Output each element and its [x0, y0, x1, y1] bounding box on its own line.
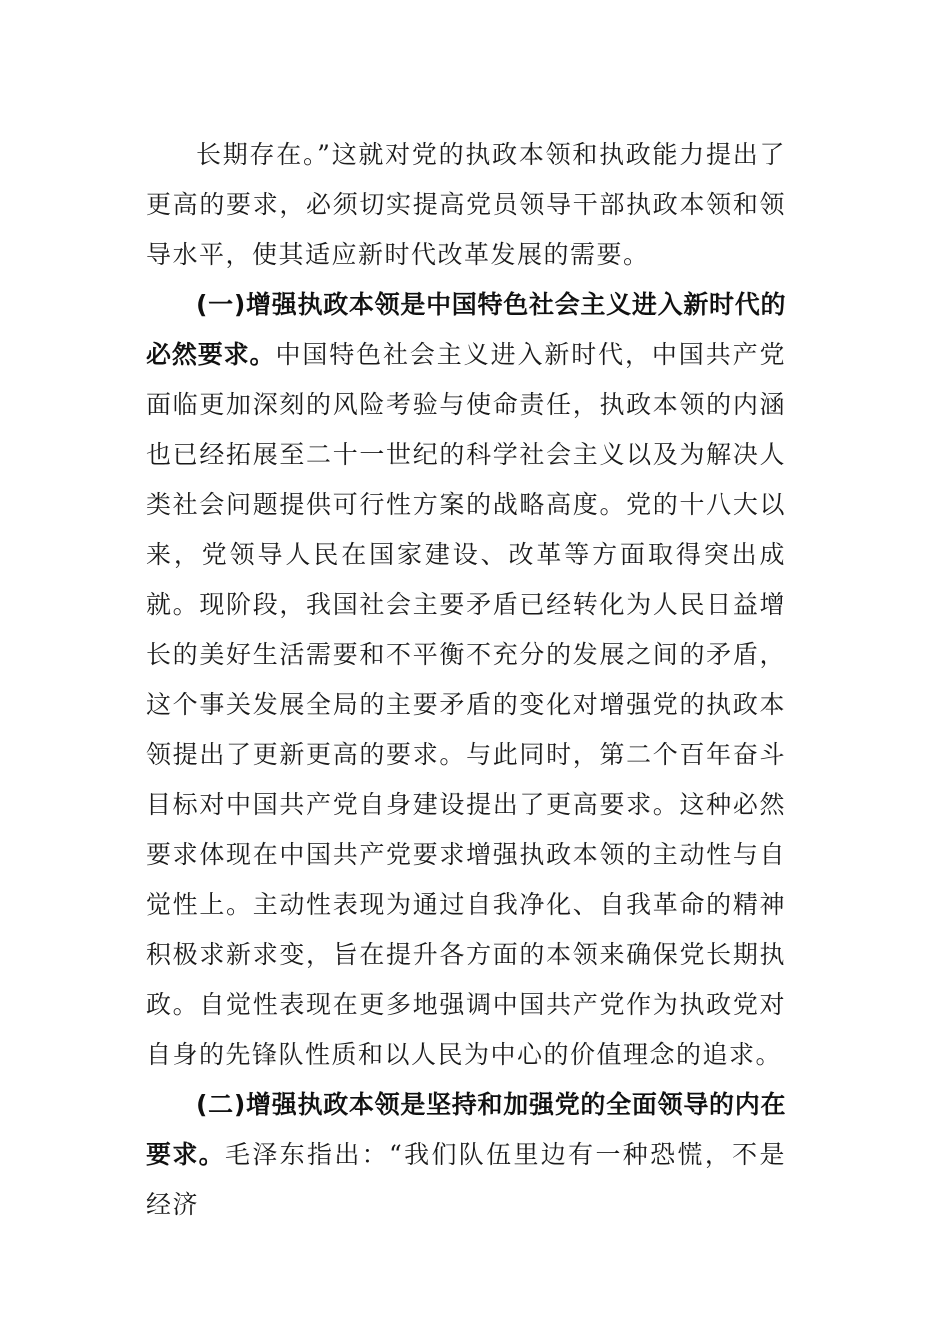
document-body	[146, 130, 786, 1230]
paragraph-section-one	[146, 280, 786, 1080]
paragraph-continuation	[146, 130, 786, 280]
paragraph-body: 长期存在。”这就对党的执政本领和执政能力提出了更高的要求，必须切实提高党员领导干部执政本领和领导水平，使其适应新时代改革发展的需要。	[146, 140, 786, 269]
paragraph-body: 毛泽东指出：“我们队伍里边有一种恐慌，不是经济	[146, 1140, 786, 1219]
section-heading-two: (二)增强执政本领是坚持和加强党的全面领导的内在要求。	[146, 1090, 786, 1169]
paragraph-section-two	[146, 1080, 786, 1230]
section-heading-one: (一)增强执政本领是中国特色社会主义进入新时代的必然要求。	[146, 290, 786, 369]
paragraph-body: 中国特色社会主义进入新时代，中国共产党面临更加深刻的风险考验与使命责任，执政本领的内涵也已经拓展至二十一世纪的科学社会主义以及为解决人类社会问题提供可行性方案的战略高度。党的十八大以来，党领导人民在国家建设、改革等方面取得突出成就。现阶段，我国社会主要矛盾已经转化为人民日益增长的美好生活需要和不平衡不充分的发展之间的矛盾，这个事关发展全局的主要矛盾的变化对增强党的执政本领提出了更新更高的要求。与此同时，第二个百年奋斗目标对中国共产党自身建设提出了更高要求。这种必然要求体现在中国共产党要求增强执政本领的主动性与自觉性上。主动性表现为通过自我净化、自我革命的精神积极求新求变，旨在提升各方面的本领来确保党长期执政。自觉性表现在更多地强调中国共产党作为执政党对自身的先锋队性质和以人民为中心的价值理念的追求。	[146, 340, 786, 1069]
